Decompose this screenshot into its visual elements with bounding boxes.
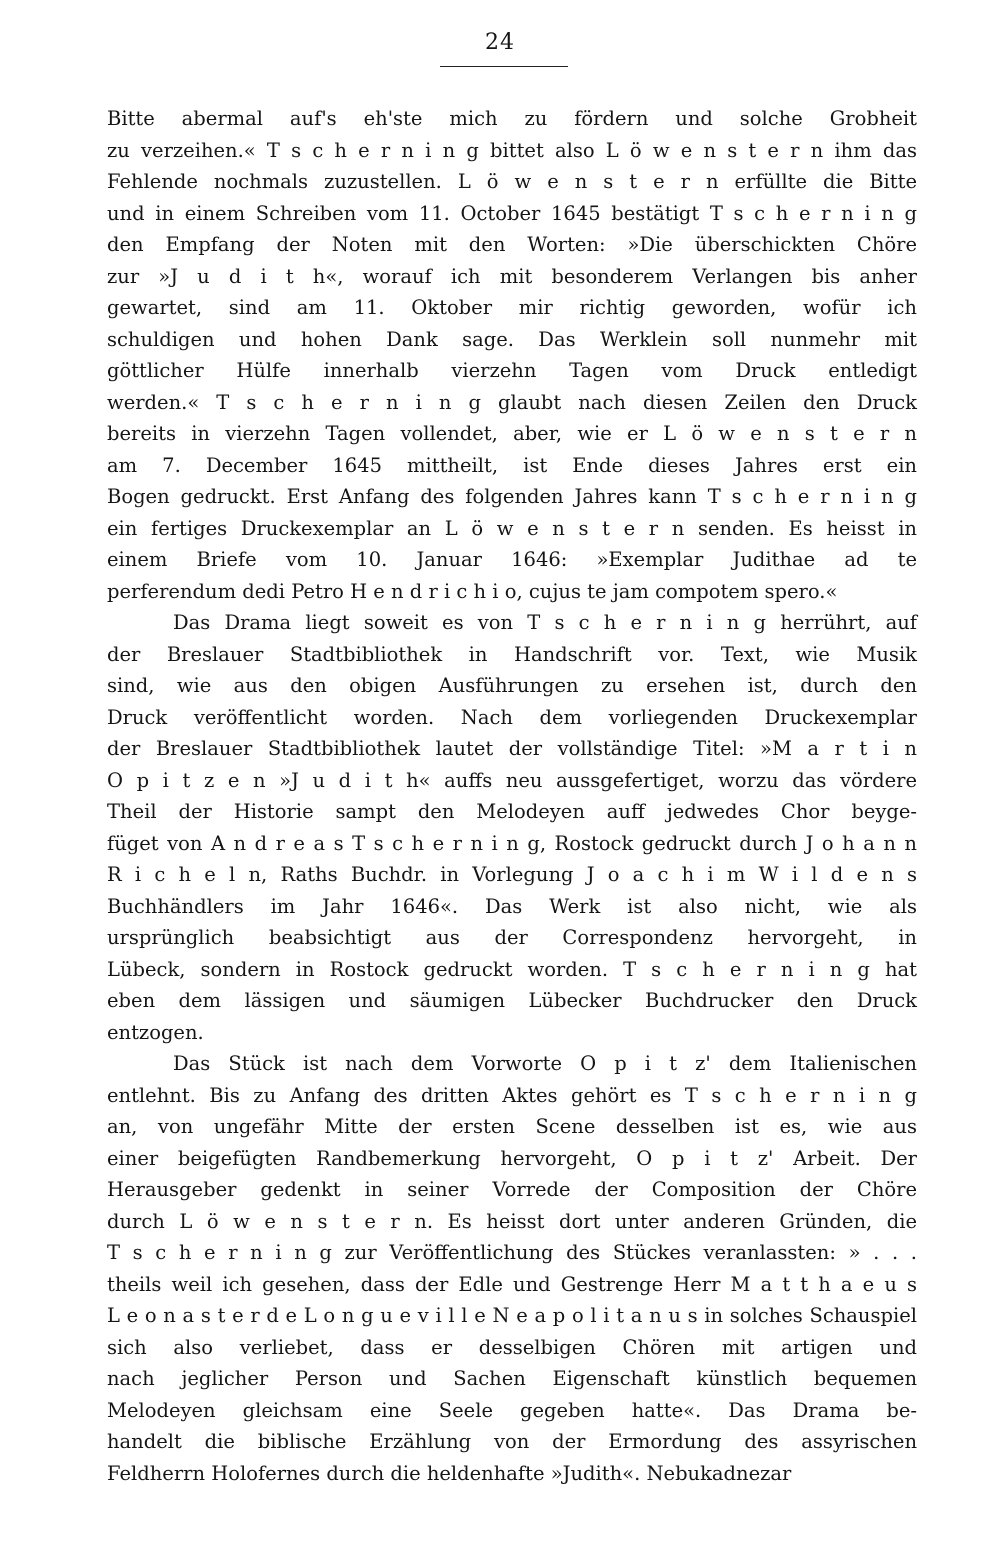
text-line: den Empfang der Noten mit den Worten: »Die überschickten Chöre [107,233,917,256]
text-line: und in einem Schreiben vom 11. October 1645 bestätigt T s c h e r n i n g [107,201,917,225]
body-text [107,103,917,1489]
text-line: durch L ö w e n s t e r n. Es heisst dort unter anderen Gründen, die [107,1209,917,1233]
text-line: einem Briefe vom 10. Januar 1646: »Exemplar Judithae ad te [107,548,917,571]
text-line: sind, wie aus den obigen Ausführungen zu ersehen ist, durch den [107,674,917,697]
text-line: sich also verliebet, dass er desselbigen Chören mit artigen und [107,1335,917,1359]
text-line: schuldigen und hohen Dank sage. Das Werklein soll nunmehr mit [107,327,917,351]
text-line: ursprünglich beabsichtigt aus der Correspondenz hervorgeht, in [107,926,917,949]
text-line: entzogen. [107,1020,204,1044]
text-line: O p i t z e n »J u d i t h« auffs neu aussgefertiget, worzu das vördere [107,768,917,792]
page-number: 24 [485,30,515,55]
text-line: der Breslauer Stadtbibliothek lautet der vollständige Titel: »M a r t i n [107,737,917,760]
text-line: Melodeyen gleichsam eine Seele gegeben hatte«. Das Drama be- [107,1398,917,1422]
header-rule [440,66,568,67]
text-line: Druck veröffentlicht worden. Nach dem vorliegenden Druckexemplar [107,705,917,729]
paragraph [107,1048,917,1489]
paragraph [107,607,917,1048]
text-line: T s c h e r n i n g zur Veröffentlichung des Stückes veranlassten: » . . . [107,1241,917,1264]
text-line: Lübeck, sondern in Rostock gedruckt worden. T s c h e r n i n g hat [107,957,917,981]
text-line: Buchhändlers im Jahr 1646«. Das Werk ist also nicht, wie als [107,894,917,918]
text-line: einer beigefügten Randbemerkung hervorgeht, O p i t z' Arbeit. Der [107,1146,917,1170]
text-line: an, von ungefähr Mitte der ersten Scene desselben ist es, wie aus [107,1115,917,1138]
text-line: L e o n a s t e r d e L o n g u e v i l l e N e a p o l i t a n u s in solches Schauspiel [107,1304,917,1327]
text-line: Feldherrn Holofernes durch die heldenhafte »Judith«. Nebukadnezar [107,1461,792,1485]
paragraph [107,103,917,607]
text-line: handelt die biblische Erzählung von der Ermordung des assyrischen [107,1430,917,1453]
text-line: am 7. December 1645 mittheilt, ist Ende dieses Jahres erst ein [107,453,917,477]
text-line: entlehnt. Bis zu Anfang des dritten Aktes gehört es T s c h e r n i n g [107,1083,917,1107]
text-line: werden.« T s c h e r n i n g glaubt nach diesen Zeilen den Druck [107,390,917,414]
text-line: R i c h e l n, Raths Buchdr. in Vorlegung J o a c h i m W i l d e n s [107,863,917,886]
text-line: theils weil ich gesehen, dass der Edle und Gestrenge Herr M a t t h a e u s [107,1272,917,1296]
text-line: Bogen gedruckt. Erst Anfang des folgenden Jahres kann T s c h e r n i n g [107,485,917,508]
text-line: zu verzeihen.« T s c h e r n i n g bittet also L ö w e n s t e r n ihm das [107,138,917,162]
text-line: Das Stück ist nach dem Vorworte O p i t z' dem Italienischen [173,1052,917,1075]
text-line: göttlicher Hülfe innerhalb vierzehn Tagen vom Druck entledigt [107,359,917,382]
text-line: Fehlende nochmals zuzustellen. L ö w e n s t e r n erfüllte die Bitte [107,170,917,193]
text-line: füget von A n d r e a s T s c h e r n i n g, Rostock gedruckt durch J o h a n n [107,831,917,855]
text-line: Theil der Historie sampt den Melodeyen auff jedwedes Chor beyge- [107,800,917,823]
text-line: eben dem lässigen und säumigen Lübecker Buchdrucker den Druck [107,989,917,1012]
text-line: Bitte abermal auf's eh'ste mich zu fördern und solche Grobheit [107,107,917,130]
text-line: Das Drama liegt soweit es von T s c h e r n i n g herrührt, auf [173,611,917,634]
text-line: der Breslauer Stadtbibliothek in Handschrift vor. Text, wie Musik [107,642,917,666]
text-line: perferendum dedi Petro H e n d r i c h i o, cujus te jam compotem spero.« [107,579,838,603]
text-line: bereits in vierzehn Tagen vollendet, aber, wie er L ö w e n s t e r n [107,422,917,445]
text-line: Herausgeber gedenkt in seiner Vorrede der Composition der Chöre [107,1178,917,1201]
text-line: ein fertiges Druckexemplar an L ö w e n s t e r n senden. Es heisst in [107,516,917,540]
text-line: nach jeglicher Person und Sachen Eigenschaft künstlich bequemen [107,1367,917,1390]
text-line: zur »J u d i t h«, worauf ich mit besonderem Verlangen bis anher [107,264,917,288]
text-line: gewartet, sind am 11. Oktober mir richtig geworden, wofür ich [107,296,917,319]
